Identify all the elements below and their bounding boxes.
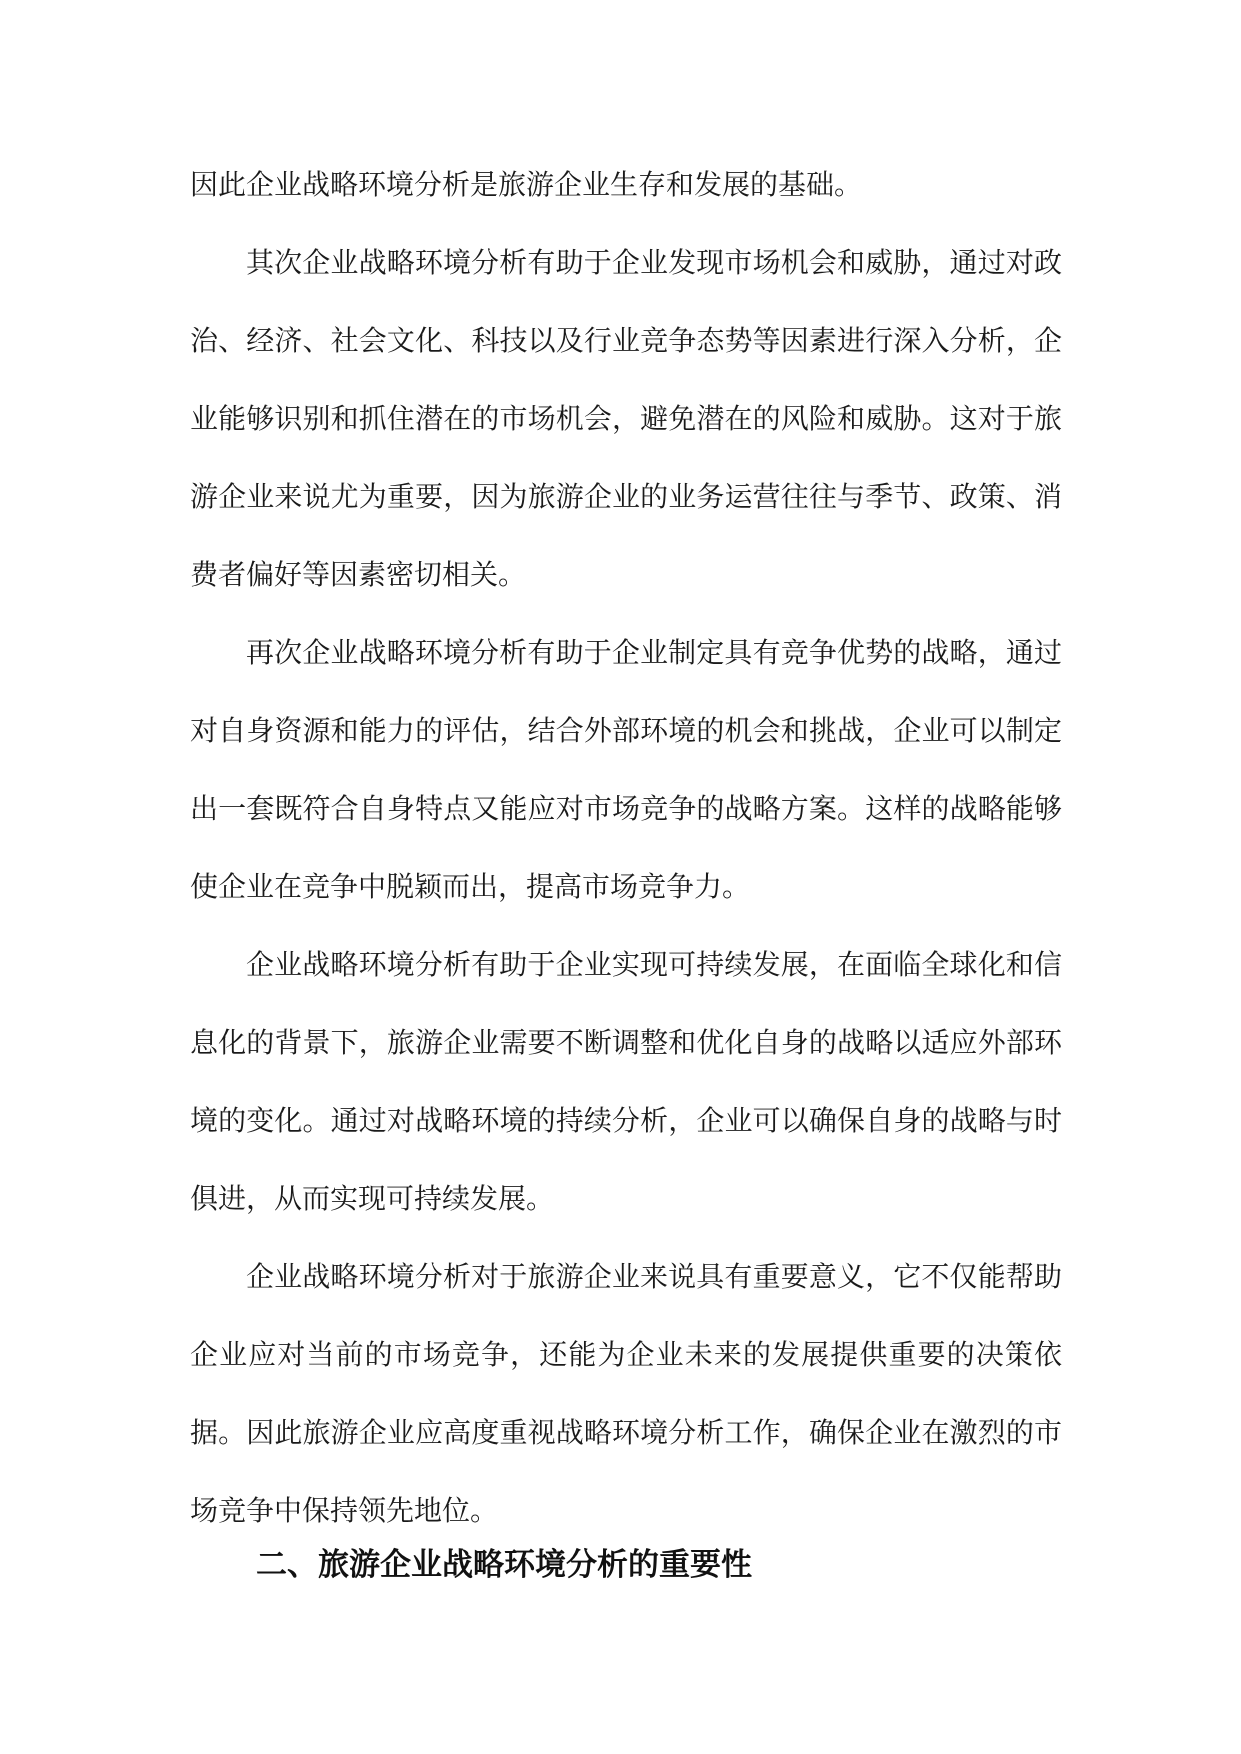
body-text: [190, 146, 1062, 1550]
paragraph-market-opportunities: 其次企业战略环境分析有助于企业发现市场机会和威胁，通过对政治、经济、社会文化、科技以及行业竞争态势等因素进行深入分析，企业能够识别和抓住潜在的市场机会，避免潜在的风险和威胁。这对于旅游企业来说尤为重要，因为旅游企业的业务运营往往与季节、政策、消费者偏好等因素密切相关。: [190, 246, 1062, 591]
paragraph-continuation: 因此企业战略环境分析是旅游企业生存和发展的基础。: [190, 168, 863, 201]
paragraph-conclusion: 企业战略环境分析对于旅游企业来说具有重要意义，它不仅能帮助企业应对当前的市场竞争，还能为企业未来的发展提供重要的决策依据。因此旅游企业应高度重视战略环境分析工作，确保企业在激烈的市场竞争中保持领先地位。: [190, 1260, 1062, 1527]
section-heading: 二、旅游企业战略环境分析的重要性: [256, 1547, 752, 1583]
paragraph-competitive-strategy: 再次企业战略环境分析有助于企业制定具有竞争优势的战略，通过对自身资源和能力的评估，结合外部环境的机会和挑战，企业可以制定出一套既符合自身特点又能应对市场竞争的战略方案。这样的战略能够使企业在竞争中脱颖而出，提高市场竞争力。: [190, 636, 1062, 903]
paragraph-sustainable-development: 企业战略环境分析有助于企业实现可持续发展，在面临全球化和信息化的背景下，旅游企业需要不断调整和优化自身的战略以适应外部环境的变化。通过对战略环境的持续分析，企业可以确保自身的战略与时俱进，从而实现可持续发展。: [190, 948, 1062, 1215]
